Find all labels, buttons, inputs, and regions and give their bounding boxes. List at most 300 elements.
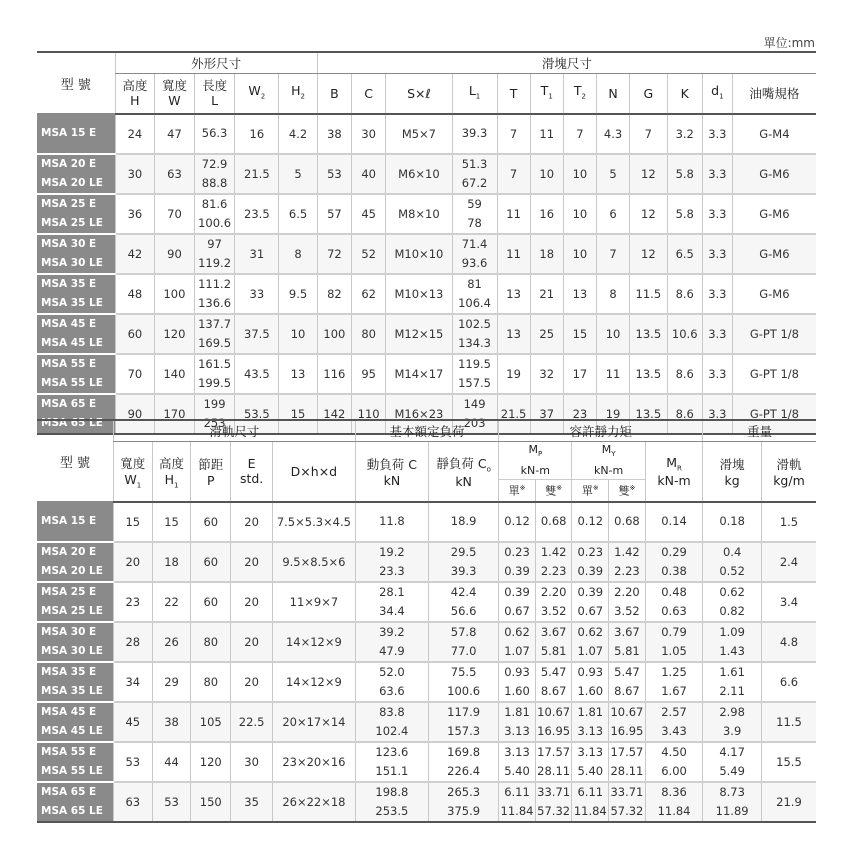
cell-H: 36 (115, 194, 155, 234)
cell-MR (645, 782, 703, 822)
cell-value: 67.2 (461, 175, 488, 190)
table-row (37, 662, 816, 702)
cell-B: 100 (317, 314, 351, 354)
cell-value: 3.43 (661, 723, 687, 738)
cell-value: 56.6 (450, 603, 477, 618)
cell-K: 8.6 (667, 274, 702, 314)
model-header: 型 號 (37, 52, 115, 114)
cell-E: 22.5 (231, 702, 273, 742)
cell-value: 199 (203, 396, 226, 411)
cell-value: 0.93 (577, 664, 604, 679)
cell-value: 63.6 (379, 683, 405, 698)
cell-H: 24 (115, 114, 155, 154)
cell-value: 81 (467, 276, 482, 291)
cell-E: 20 (231, 542, 273, 582)
cell-value: 169.5 (198, 335, 232, 350)
cell-value: 2.23 (540, 563, 567, 578)
cell-bw (703, 742, 762, 782)
cell-T2: 10 (563, 194, 596, 234)
cell-value: 265.3 (447, 784, 481, 799)
cell-W: 90 (155, 234, 195, 274)
cell-L1 (452, 194, 497, 234)
cell-MPs (499, 742, 536, 782)
table-row (37, 702, 816, 742)
cell-value: 77.0 (450, 643, 477, 658)
cell-L (194, 354, 235, 394)
cell-value: 3.13 (577, 723, 604, 738)
cell-value: 33.71 (537, 784, 571, 799)
cell-SxL: M8×10 (386, 194, 452, 234)
col-MY: $M_Y$ kN-m (572, 442, 645, 480)
cell-value: 3.67 (540, 624, 567, 639)
cell-N: 4.3 (596, 114, 629, 154)
cell-SxL: M10×10 (386, 234, 452, 274)
cell-MYs (572, 742, 609, 782)
cell-H1: 18 (152, 542, 191, 582)
col-H2: $H_2$ (279, 74, 318, 114)
cell-value: 11.84 (500, 803, 534, 818)
cell-L (194, 274, 235, 314)
cell-K: 8.6 (667, 394, 702, 434)
cell-T: 7 (497, 114, 530, 154)
cell-C0 (429, 782, 499, 822)
cell-value: 3.13 (577, 744, 604, 759)
cell-H2: 5 (279, 154, 318, 194)
model-cell (37, 742, 113, 782)
cell-B: 72 (317, 234, 351, 274)
cell-d1: 3.3 (702, 274, 732, 314)
cell-E: 35 (231, 782, 273, 822)
cell-L (194, 194, 235, 234)
cell-grease: G-M6 (732, 234, 816, 274)
cell-H: 30 (115, 154, 155, 194)
cell-rw: 4.8 (761, 622, 816, 662)
cell-W1: 23 (113, 582, 152, 622)
cell-MYs (572, 622, 609, 662)
model-cell (37, 274, 115, 314)
cell-Dhd: 20×17×14 (273, 702, 356, 742)
cell-value: 6.11 (577, 784, 604, 799)
cell-C (355, 582, 428, 622)
model-name: MSA 20 E (41, 545, 97, 558)
cell-value: 134.3 (458, 335, 491, 350)
cell-B: 38 (317, 114, 351, 154)
cell-value: 5.81 (614, 643, 640, 658)
cell-T: 13 (497, 314, 530, 354)
col-L1: $L_1$ (452, 74, 497, 114)
model-name: MSA 20 LE (41, 176, 103, 189)
cell-H2: 6.5 (279, 194, 318, 234)
cell-MPs (499, 702, 536, 742)
cell-value: 28.11 (610, 763, 644, 778)
cell-C0 (429, 662, 499, 702)
cell-C: 95 (352, 354, 386, 394)
cell-H: 70 (115, 354, 155, 394)
cell-d1: 3.3 (702, 114, 732, 154)
cell-value: 93.6 (461, 255, 488, 270)
cell-value: 28.11 (537, 763, 571, 778)
cell-grease: G-M6 (732, 194, 816, 234)
model-name: MSA 25 LE (41, 604, 103, 617)
cell-T: 19 (497, 354, 530, 394)
cell-value: 47.9 (379, 643, 405, 658)
cell-value: 253.5 (375, 803, 409, 818)
cell-MYs (572, 542, 609, 582)
cell-value: 0.4 (722, 544, 742, 559)
cell-W1: 20 (113, 542, 152, 582)
cell-W2: 43.5 (235, 354, 279, 394)
cell-value: 0.62 (504, 624, 530, 639)
cell-E: 20 (231, 662, 273, 702)
cell-SxL: M16×23 (386, 394, 452, 434)
cell-MPs (499, 542, 536, 582)
cell-value: 226.4 (447, 763, 481, 778)
cell-MPd (535, 542, 572, 582)
cell-value: 0.14 (661, 514, 687, 528)
cell-MR (645, 622, 703, 662)
cell-value: 0.79 (661, 624, 687, 639)
col-K: K (667, 74, 702, 114)
table-row (37, 154, 816, 194)
cell-C: 40 (352, 154, 386, 194)
cell-value: 203 (463, 415, 486, 430)
table-row (37, 742, 816, 782)
model-name: MSA 55 E (41, 745, 97, 758)
model-name: MSA 65 LE (41, 804, 103, 817)
cell-W: 47 (155, 114, 195, 154)
cell-value: 4.50 (661, 744, 687, 759)
cell-H2: 8 (279, 234, 318, 274)
cell-C: 110 (352, 394, 386, 434)
model-name: MSA 25 E (41, 197, 97, 210)
cell-C0 (429, 582, 499, 622)
cell-value: 0.62 (719, 584, 745, 599)
model-name: MSA 25 LE (41, 216, 103, 229)
cell-B: 142 (317, 394, 351, 434)
cell-P: 150 (191, 782, 231, 822)
cell-MPs (499, 582, 536, 622)
cell-T2: 10 (563, 154, 596, 194)
cell-value: 2.20 (614, 584, 640, 599)
cell-K: 5.8 (667, 194, 702, 234)
cell-T2: 17 (563, 354, 596, 394)
cell-value: 0.12 (504, 514, 530, 528)
cell-T: 21.5 (497, 394, 530, 434)
col-MP-double: 雙※ (535, 480, 572, 502)
model-name: MSA 30 LE (41, 256, 103, 269)
cell-bw (703, 622, 762, 662)
cell-rw: 15.5 (761, 742, 816, 782)
col-L: 長度 L (194, 74, 235, 114)
cell-L1 (452, 274, 497, 314)
model-name: MSA 55 LE (41, 376, 103, 389)
cell-T2: 13 (563, 274, 596, 314)
cell-H2: 15 (279, 394, 318, 434)
cell-T1: 16 (530, 194, 563, 234)
cell-value: 1.09 (719, 624, 745, 639)
cell-L1 (452, 314, 497, 354)
cell-B: 82 (317, 274, 351, 314)
cell-value: 19.2 (379, 544, 405, 559)
cell-T1: 21 (530, 274, 563, 314)
cell-bw (703, 542, 762, 582)
cell-W: 100 (155, 274, 195, 314)
col-rail-weight: 滑軌 kg/m (761, 442, 816, 502)
model-name: MSA 20 E (41, 157, 97, 170)
cell-C0 (429, 622, 499, 662)
col-block-weight: 滑塊 kg (703, 442, 762, 502)
cell-P: 60 (191, 542, 231, 582)
cell-value: 123.6 (375, 744, 409, 759)
cell-H: 42 (115, 234, 155, 274)
table-row (37, 622, 816, 662)
cell-value: 1.07 (577, 643, 604, 658)
outer-dimension-header: 外形尺寸 (115, 52, 317, 74)
cell-N: 6 (596, 194, 629, 234)
col-C: C (352, 74, 386, 114)
cell-value: 3.9 (722, 723, 742, 738)
model-cell (37, 154, 115, 194)
cell-value: 2.20 (540, 584, 567, 599)
cell-C: 30 (352, 114, 386, 154)
cell-value: 0.67 (504, 603, 530, 618)
cell-MR (645, 542, 703, 582)
static-moment-header: 容許靜力矩 (499, 420, 703, 442)
model-name: MSA 25 E (41, 585, 97, 598)
cell-T: 11 (497, 234, 530, 274)
cell-value: 0.68 (614, 514, 640, 528)
cell-MPd (535, 662, 572, 702)
cell-C0 (429, 742, 499, 782)
cell-value: 375.9 (447, 803, 481, 818)
cell-N: 19 (596, 394, 629, 434)
cell-H1: 53 (152, 782, 191, 822)
cell-MR (645, 582, 703, 622)
model-name: MSA 55 LE (41, 764, 103, 777)
cell-value: 18.9 (450, 514, 477, 528)
cell-value: 6.11 (504, 784, 530, 799)
cell-P: 120 (191, 742, 231, 782)
cell-N: 8 (596, 274, 629, 314)
col-E: E std. (231, 442, 273, 502)
cell-value: 1.81 (504, 704, 530, 719)
cell-MPd (535, 742, 572, 782)
cell-MR (645, 702, 703, 742)
cell-W2: 16 (235, 114, 279, 154)
cell-C: 52 (352, 234, 386, 274)
cell-H1: 29 (152, 662, 191, 702)
cell-value: 1.61 (719, 664, 745, 679)
cell-value: 0.93 (504, 664, 530, 679)
cell-MYd (609, 782, 646, 822)
cell-MYd (609, 742, 646, 782)
table-row (37, 114, 816, 154)
cell-grease: G-PT 1/8 (732, 394, 816, 434)
cell-value: 11.84 (657, 803, 691, 818)
cell-value: 169.8 (447, 744, 481, 759)
cell-MPs (499, 782, 536, 822)
cell-value: 117.9 (447, 704, 481, 719)
col-T2: $T_2$ (563, 74, 596, 114)
block-dimension-header: 滑塊尺寸 (317, 52, 816, 74)
cell-value: 5.49 (719, 763, 745, 778)
model-name: MSA 20 LE (41, 564, 103, 577)
cell-N: 10 (596, 314, 629, 354)
cell-G: 12 (630, 154, 667, 194)
col-W1: 寬度 $W_1$ (113, 442, 152, 502)
cell-Dhd: 26×22×18 (273, 782, 356, 822)
cell-value: 198.8 (375, 784, 409, 799)
cell-T2: 15 (563, 314, 596, 354)
cell-T2: 10 (563, 234, 596, 274)
cell-value: 102.5 (458, 316, 491, 331)
cell-bw (703, 502, 762, 542)
cell-value: 5.47 (614, 664, 640, 679)
cell-L1 (452, 114, 497, 154)
cell-MYs (572, 662, 609, 702)
basic-load-header: 基本額定負荷 (355, 420, 498, 442)
cell-H1: 38 (152, 702, 191, 742)
cell-value: 11.84 (573, 803, 607, 818)
col-d1: $d_1$ (702, 74, 732, 114)
cell-W1: 45 (113, 702, 152, 742)
cell-value: 39.3 (450, 563, 477, 578)
col-grease: 油嘴規格 (732, 74, 816, 114)
col-W2: $W_2$ (235, 74, 279, 114)
cell-MPs (499, 502, 536, 542)
cell-T1: 32 (530, 354, 563, 394)
cell-H1: 26 (152, 622, 191, 662)
cell-C: 80 (352, 314, 386, 354)
cell-MYs (572, 782, 609, 822)
rail-dimension-header: 滑軌尺寸 (113, 420, 355, 442)
col-T: T (497, 74, 530, 114)
cell-value: 102.4 (375, 723, 409, 738)
cell-value: 106.4 (458, 295, 491, 310)
cell-H2: 13 (279, 354, 318, 394)
cell-G: 13.5 (630, 394, 667, 434)
cell-value: 0.18 (719, 514, 745, 528)
cell-value: 1.42 (614, 544, 640, 559)
model-cell (37, 502, 113, 542)
col-static-load: 靜負荷 $C_o$ kN (429, 442, 499, 502)
cell-K: 10.6 (667, 314, 702, 354)
cell-Dhd: 23×20×16 (273, 742, 356, 782)
cell-H: 90 (115, 394, 155, 434)
block-dimension-table (37, 51, 816, 435)
cell-value: 39.3 (461, 126, 488, 140)
cell-T: 11 (497, 194, 530, 234)
cell-value: 33.71 (610, 784, 644, 799)
table-row (37, 782, 816, 822)
model-name: MSA 30 E (41, 237, 97, 250)
model-name: MSA 35 E (41, 277, 97, 290)
cell-grease: G-M4 (732, 114, 816, 154)
cell-MYs (572, 502, 609, 542)
cell-bw (703, 582, 762, 622)
cell-C (355, 662, 428, 702)
model-name: MSA 15 E (41, 514, 97, 527)
cell-MYd (609, 582, 646, 622)
cell-C (355, 622, 428, 662)
cell-H1: 22 (152, 582, 191, 622)
cell-value: 0.39 (504, 563, 530, 578)
cell-value: 8.67 (614, 683, 640, 698)
model-name: MSA 65 E (41, 785, 97, 798)
cell-d1: 3.3 (702, 234, 732, 274)
cell-value: 16.95 (537, 723, 571, 738)
cell-value: 23.3 (379, 563, 405, 578)
cell-value: 0.62 (577, 624, 604, 639)
cell-W1: 15 (113, 502, 152, 542)
cell-value: 3.52 (540, 603, 567, 618)
cell-H2: 10 (279, 314, 318, 354)
cell-value: 0.82 (719, 603, 745, 618)
cell-value: 0.67 (577, 603, 604, 618)
cell-value: 0.63 (661, 603, 687, 618)
cell-value: 5.81 (540, 643, 567, 658)
cell-MYd (609, 662, 646, 702)
cell-K: 8.6 (667, 354, 702, 394)
cell-N: 5 (596, 154, 629, 194)
model-cell (37, 662, 113, 702)
cell-value: 8.36 (661, 784, 687, 799)
cell-L (194, 314, 235, 354)
cell-C0 (429, 542, 499, 582)
cell-value: 34.4 (379, 603, 405, 618)
cell-value: 39.2 (379, 624, 405, 639)
cell-G: 7 (630, 114, 667, 154)
cell-W2: 21.5 (235, 154, 279, 194)
cell-value: 119.2 (198, 255, 232, 270)
cell-MPd (535, 782, 572, 822)
cell-value: 157.5 (458, 375, 491, 390)
cell-d1: 3.3 (702, 314, 732, 354)
col-MP-single: 單※ (499, 480, 536, 502)
cell-grease: G-PT 1/8 (732, 314, 816, 354)
cell-B: 57 (317, 194, 351, 234)
cell-W1: 34 (113, 662, 152, 702)
cell-K: 3.2 (667, 114, 702, 154)
cell-value: 0.48 (661, 584, 687, 599)
cell-value: 2.11 (719, 683, 745, 698)
model-cell (37, 194, 115, 234)
cell-W2: 31 (235, 234, 279, 274)
cell-value: 3.13 (504, 723, 530, 738)
cell-value: 6.00 (661, 763, 687, 778)
cell-H1: 44 (152, 742, 191, 782)
cell-L (194, 154, 235, 194)
cell-value: 1.81 (577, 704, 604, 719)
cell-K: 6.5 (667, 234, 702, 274)
col-T1: $T_1$ (530, 74, 563, 114)
cell-value: 59 (467, 196, 482, 211)
table-row (37, 582, 816, 622)
col-MR: $M_R$ kN-m (645, 442, 703, 502)
cell-MYs (572, 702, 609, 742)
cell-value: 28.1 (379, 584, 405, 599)
cell-value: 5.47 (540, 664, 567, 679)
table-row (37, 542, 816, 582)
cell-MPd (535, 702, 572, 742)
cell-grease: G-M6 (732, 274, 816, 314)
cell-C (355, 782, 428, 822)
model-name: MSA 45 E (41, 705, 97, 718)
cell-rw: 11.5 (761, 702, 816, 742)
cell-L (194, 234, 235, 274)
cell-B: 53 (317, 154, 351, 194)
cell-MR (645, 662, 703, 702)
